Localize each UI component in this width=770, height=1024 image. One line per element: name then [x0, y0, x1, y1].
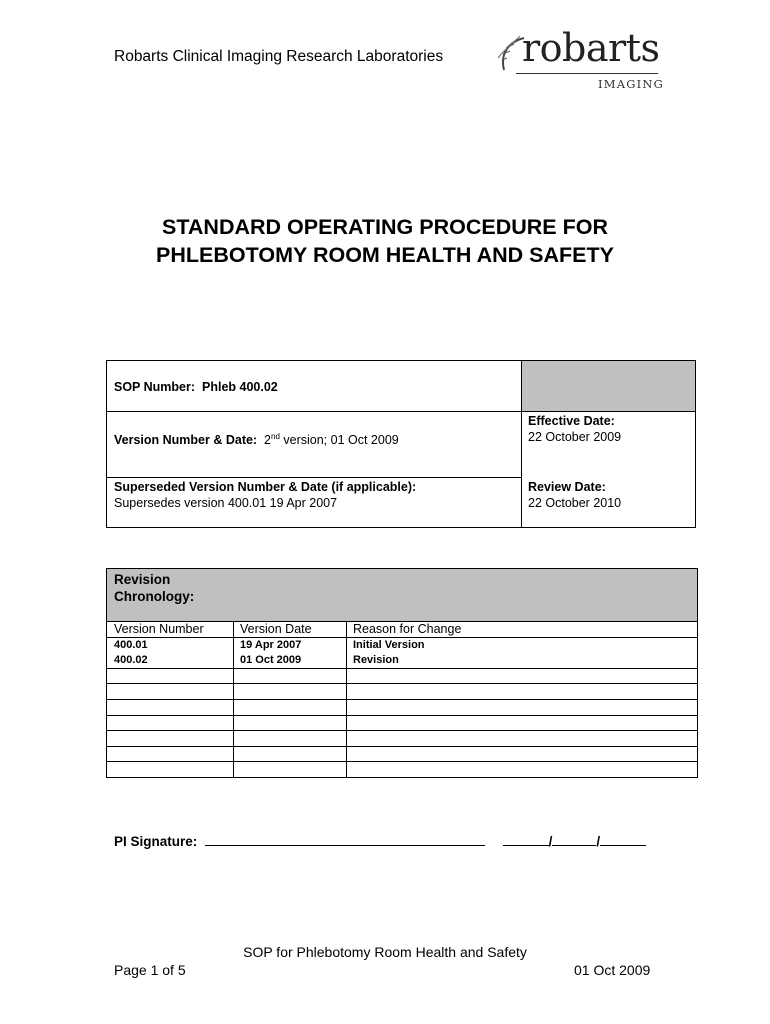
pi-signature: PI Signature: / /	[114, 832, 646, 849]
rev-rule	[107, 730, 697, 731]
sop-shaded-cell	[522, 361, 695, 411]
robarts-logo	[494, 26, 665, 92]
header-organization: Robarts Clinical Imaging Research Laboratories	[114, 48, 444, 65]
col-header-reason: Reason for Change	[353, 622, 462, 636]
title-line-1: STANDARD OPERATING PROCEDURE FOR	[162, 215, 608, 239]
footer-date: 01 Oct 2009	[574, 962, 651, 978]
rev-cell: Revision	[353, 654, 399, 666]
footer-page-number: Page 1 of 5	[114, 962, 186, 978]
logo-subtitle: IMAGING	[598, 77, 665, 91]
rev-cell: 400.02	[114, 654, 148, 666]
title-line-2: PHLEBOTOMY ROOM HEALTH AND SAFETY	[156, 243, 614, 267]
rev-rule	[107, 668, 697, 669]
rev-rule	[107, 699, 697, 700]
col-header-version-number: Version Number	[114, 622, 204, 636]
revision-chronology-table	[106, 568, 698, 778]
effective-date: Effective Date: 22 October 2009	[528, 414, 622, 444]
logo-wordmark: robarts	[522, 26, 660, 70]
signature-label: PI Signature:	[114, 834, 198, 849]
footer-document-title: SOP for Phlebotomy Room Health and Safety	[243, 944, 527, 960]
sop-table-rule	[107, 477, 521, 478]
rev-rule	[107, 637, 697, 638]
col-header-version-date: Version Date	[240, 622, 312, 636]
rev-rule	[107, 715, 697, 716]
signature-date-day[interactable]	[503, 832, 549, 846]
rev-rule	[107, 746, 697, 747]
sop-info-table	[106, 360, 696, 528]
version-number-date: Version Number & Date: 2nd version; 01 Oct 2009	[114, 432, 399, 448]
revision-heading: Revision Chronology:	[114, 572, 195, 604]
rev-rule	[107, 761, 697, 762]
logo-rule	[516, 73, 658, 74]
signature-field[interactable]	[205, 832, 485, 846]
rev-col-divider	[233, 621, 234, 777]
rev-cell: 400.01	[114, 639, 148, 651]
rev-cell: Initial Version	[353, 639, 425, 651]
rev-rule	[107, 683, 697, 684]
sop-number: SOP Number: Phleb 400.02	[114, 380, 278, 394]
document-title	[100, 213, 670, 269]
review-date: Review Date: 22 October 2010	[528, 480, 622, 510]
rev-cell: 19 Apr 2007	[240, 639, 302, 651]
rev-cell: 01 Oct 2009	[240, 654, 302, 666]
superseded-version: Superseded Version Number & Date (if applicable): Supersedes version 400.01 19 Apr 2007	[114, 480, 417, 510]
rev-col-divider	[346, 621, 347, 777]
signature-date-month[interactable]	[552, 832, 596, 846]
signature-date-year[interactable]	[600, 832, 646, 846]
revision-heading-bg	[107, 569, 697, 621]
sop-table-rule	[107, 411, 695, 412]
